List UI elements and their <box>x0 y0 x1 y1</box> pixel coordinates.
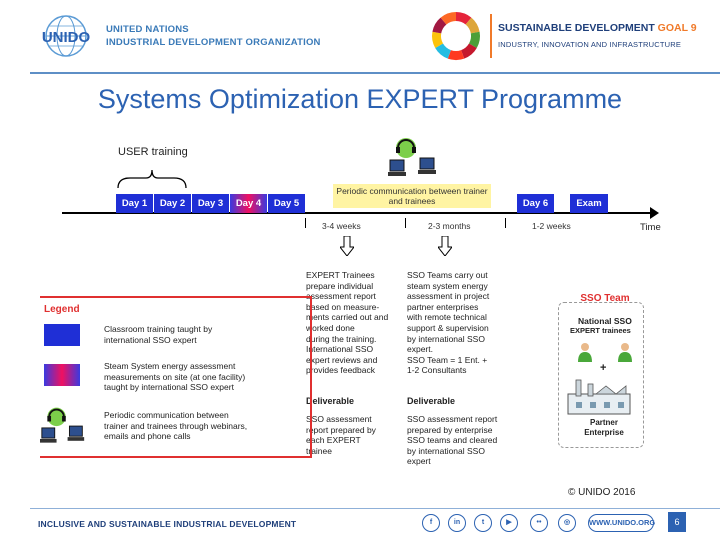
sdg-separator <box>490 14 492 58</box>
sdg-subtitle: INDUSTRY, INNOVATION AND INFRASTRUCTURE <box>498 40 682 49</box>
footer-tagline: INCLUSIVE AND SUSTAINABLE INDUSTRIAL DEVELOPMENT <box>38 519 297 529</box>
legend-onsite-text: Steam System energy assessment measurements on site (at one facility) taught by international SSO expert <box>104 361 246 392</box>
sso-teams-description: SSO Teams carry out steam system energy assessment in project partner enterprises with remote technical support & supervision by international SSO expert. SSO Team = 1 Ent. + 1-2 Consultants <box>407 270 490 376</box>
time-axis-label: Time <box>640 222 661 233</box>
tick-mark <box>305 218 306 228</box>
page-title: Systems Optimization EXPERT Programme <box>97 84 623 114</box>
unido-logo <box>36 14 96 62</box>
factory-icon <box>566 376 632 416</box>
down-arrow-icon <box>340 236 354 256</box>
periodic-communication-box: Periodic communication between trainer and trainees <box>333 184 491 208</box>
legend-onsite-swatch <box>44 364 80 386</box>
left-deliverable-text: SSO assessment report prepared by each EXPERT trainee <box>306 414 376 456</box>
facebook-icon[interactable]: f <box>422 514 440 532</box>
national-sso-label: National SSO EXPERT trainees <box>570 316 632 335</box>
partner-enterprise-label: Partner Enterprise <box>584 418 624 437</box>
tick-mark <box>405 218 406 228</box>
page-number: 6 <box>668 512 686 532</box>
right-deliverable-heading: Deliverable <box>407 396 456 406</box>
legend-communication-text: Periodic communication between trainer and trainees through webinars, emails and phone calls <box>104 410 248 441</box>
day-6-block: Day 6 <box>517 194 554 213</box>
copyright-text: © UNIDO 2016 <box>568 487 636 498</box>
legend-classroom-text: Classroom training taught by international SSO expert <box>104 324 213 345</box>
youtube-icon[interactable]: ▶ <box>500 514 518 532</box>
legend-communication-icon <box>40 404 86 450</box>
duration-3: 1-2 weeks <box>532 221 571 231</box>
org-name-line1: UNITED NATIONS <box>106 24 189 35</box>
sdg-wheel-icon <box>430 10 482 62</box>
communication-icon <box>388 136 438 182</box>
day-3-block: Day 3 <box>192 194 229 213</box>
unido-logo-text: UNIDO <box>41 29 91 46</box>
user-training-label: USER training <box>118 146 188 158</box>
linkedin-icon[interactable]: in <box>448 514 466 532</box>
trainee-person-icon <box>576 342 596 364</box>
day-5-block: Day 5 <box>268 194 305 213</box>
org-name-line2: INDUSTRIAL DEVELOPMENT ORGANIZATION <box>106 37 321 48</box>
exam-block: Exam <box>570 194 608 213</box>
right-deliverable-text: SSO assessment report prepared by enterprise SSO teams and cleared by international SSO expert <box>407 414 498 467</box>
duration-1: 3-4 weeks <box>322 221 361 231</box>
legend-classroom-swatch <box>44 324 80 346</box>
header-rule <box>30 72 720 74</box>
day-4-block: Day 4 <box>230 194 267 213</box>
legend-title: Legend <box>44 304 80 315</box>
instagram-icon[interactable]: ◎ <box>558 514 576 532</box>
tick-mark <box>505 218 506 228</box>
brace-icon <box>116 168 188 190</box>
expert-trainees-description: EXPERT Trainees prepare individual assessment report based on measure- ments carried out and worked done during the training. International SSO expert reviews and provides feedback <box>306 270 389 376</box>
flickr-icon[interactable]: •• <box>530 514 548 532</box>
website-link[interactable]: WWW.UNIDO.ORG <box>588 514 654 532</box>
down-arrow-icon <box>438 236 452 256</box>
trainee-person-icon <box>616 342 636 364</box>
footer-rule <box>30 508 720 509</box>
left-deliverable-heading: Deliverable <box>306 396 355 406</box>
day-1-block: Day 1 <box>116 194 153 213</box>
duration-2: 2-3 months <box>428 221 471 231</box>
plus-sign: + <box>600 362 607 374</box>
sso-team-title: SSO Team <box>580 293 630 304</box>
sdg-title: SUSTAINABLE DEVELOPMENT GOAL 9 <box>498 22 697 34</box>
timeline-arrow-icon <box>650 207 659 219</box>
day-2-block: Day 2 <box>154 194 191 213</box>
twitter-icon[interactable]: t <box>474 514 492 532</box>
